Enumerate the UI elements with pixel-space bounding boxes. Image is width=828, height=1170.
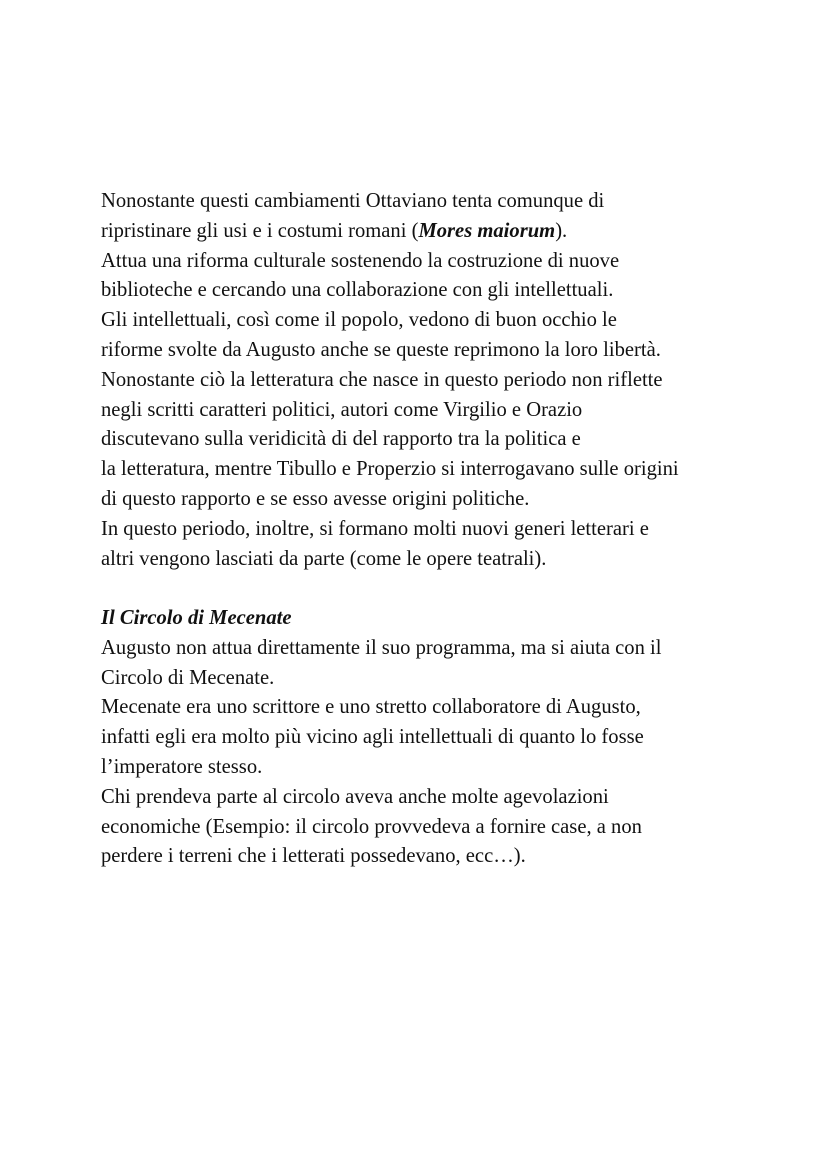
paragraph-line: Augusto non attua direttamente il suo programma, ma si aiuta con il <box>101 636 662 659</box>
paragraph-line: infatti egli era molto più vicino agli intellettuali di quanto lo fosse <box>101 726 644 749</box>
paragraph-line: Circolo di Mecenate. <box>101 666 275 689</box>
section-augustan-reform <box>101 187 801 574</box>
paragraph-line: Nonostante ciò la letteratura che nasce in questo periodo non riflette <box>101 368 663 391</box>
paragraph-line: di questo rapporto e se esso avesse origini politiche. <box>101 487 530 510</box>
paragraph-line: Gli intellettuali, così come il popolo, vedono di buon occhio le <box>101 309 617 332</box>
paragraph-line: discutevano sulla veridicità di del rapporto tra la politica e <box>101 428 581 451</box>
paragraph-line: altri vengono lasciati da parte (come le opere teatrali). <box>101 547 547 570</box>
paragraph-line: Chi prendeva parte al circolo aveva anche molte agevolazioni <box>101 785 609 808</box>
paragraph-line: l’imperatore stesso. <box>101 755 263 778</box>
paragraph-line: riforme svolte da Augusto anche se queste reprimono la loro libertà. <box>101 338 661 361</box>
paragraph-line: Attua una riforma culturale sostenendo la costruzione di nuove <box>101 249 620 272</box>
emphasis-term: Mores maiorum <box>418 219 556 242</box>
paragraph-line: Nonostante questi cambiamenti Ottaviano tenta comunque di <box>101 190 605 212</box>
section-circolo-mecenate <box>101 604 801 872</box>
paragraph-line: biblioteche e cercando una collaborazione con gli intellettuali. <box>101 279 614 302</box>
paragraph-line: In questo periodo, inoltre, si formano molti nuovi generi letterari e <box>101 517 649 540</box>
paragraph-line: negli scritti caratteri politici, autori come Virgilio e Orazio <box>101 398 583 421</box>
line-end: ). <box>555 219 568 242</box>
section-heading: Il Circolo di Mecenate <box>101 607 292 629</box>
paragraph-line <box>101 217 801 247</box>
paragraph-line: la letteratura, mentre Tibullo e Properzio si interrogavano sulle origini <box>101 458 679 481</box>
paragraph-line: economiche (Esempio: il circolo provvedeva a fornire case, a non <box>101 815 642 838</box>
line-text: ripristinare gli usi e i costumi romani ( <box>101 219 419 242</box>
paragraph-line: perdere i terreni che i letterati possedevano, ecc…). <box>101 845 526 868</box>
paragraph-line: Mecenate era uno scrittore e uno stretto collaboratore di Augusto, <box>101 696 641 719</box>
